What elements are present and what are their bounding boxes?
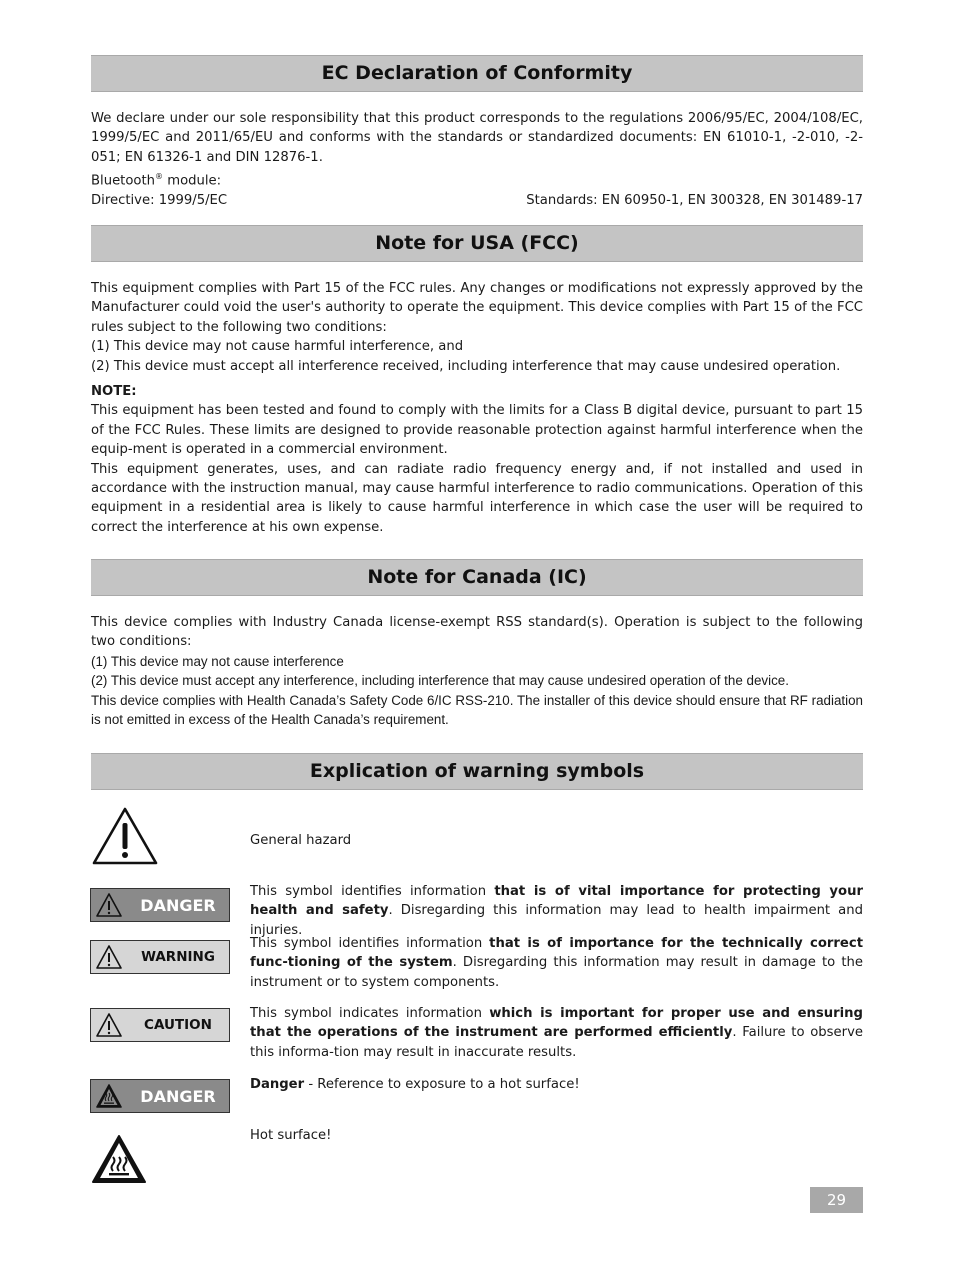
directive-text: Directive: 1999/5/EC	[91, 193, 228, 209]
ic-paragraph: This device complies with Industry Canada license-exempt RSS standard(s). Operation is subject to the following two conditions:	[91, 615, 863, 650]
danger-badge	[90, 888, 230, 922]
danger-label: DANGER	[140, 895, 216, 915]
warning-text	[250, 934, 863, 992]
fcc-note-paragraph-1: This equipment has been tested and found to comply with the limits for a Class B digital device, pursuant to part 15 of the FCC Rules. These limits are designed to provide reasonable protection against harmful interference when the equip-ment is operated in a commercial environment.	[91, 403, 863, 458]
ic-condition-1: (1) This device may not cause interference	[91, 653, 344, 669]
warning-text-pre: This symbol identifies information	[250, 936, 490, 951]
hot-danger-label: DANGER	[140, 1086, 216, 1106]
ic-heading: Note for Canada (IC)	[91, 559, 863, 596]
warning-triangle-icon	[91, 941, 127, 973]
danger-text-post: . Disregarding this information may lead to health impairment and injuries.	[250, 903, 863, 938]
fcc-heading: Note for USA (FCC)	[91, 225, 863, 262]
fcc-condition-2: (2) This device must accept all interference received, including interference that may cause undesired operation.	[91, 358, 841, 374]
bluetooth-prefix: Bluetooth	[91, 173, 156, 189]
hot-surface-large-icon	[91, 1134, 147, 1188]
general-hazard-icon	[91, 806, 159, 870]
fcc-body	[91, 279, 863, 537]
ic-condition-2: (2) This device must accept any interference, including interference that may cause undesired operation of the device.	[91, 673, 789, 689]
bluetooth-suffix: module:	[163, 173, 222, 189]
ic-paragraph-2: This device complies with Health Canada’s Safety Code 6/IC RSS-210. The installer of this device should ensure that RF radiation is not emitted in excess of the Health Canada’s requirement.	[91, 692, 863, 728]
caution-text-bold: which is important for proper use and ensuring that the operations of the instrument are performed efficiently	[250, 1006, 863, 1041]
registered-mark: ®	[155, 172, 164, 182]
fcc-condition-1: (1) This device may not cause harmful interference, and	[91, 339, 464, 355]
caution-text-pre: This symbol indicates information	[250, 1006, 490, 1021]
danger-text	[250, 882, 863, 940]
danger-text-bold: that is of vital importance for protecting your health and safety	[250, 884, 863, 919]
ec-declaration-body	[91, 109, 863, 210]
general-hazard-text: General hazard	[250, 833, 352, 848]
page-number: 29	[810, 1187, 863, 1213]
ic-body	[91, 613, 863, 729]
hot-danger-badge	[90, 1079, 230, 1113]
directive-row	[91, 191, 863, 210]
hot-danger-text	[250, 1075, 863, 1094]
warning-label: WARNING	[141, 949, 215, 965]
bluetooth-line	[91, 167, 863, 191]
warning-triangle-icon	[91, 1009, 127, 1041]
warning-symbols-heading: Explication of warning symbols	[91, 753, 863, 790]
fcc-note-paragraph-2: This equipment generates, uses, and can radiate radio frequency energy and, if not installed and used in accordance with the instruction manual, may cause harmful interference to radio communications. Operation of this equipment in a residential area is likely to cause harmful interference in which case the user will be required to correct the interference at his own expense.	[91, 461, 863, 535]
danger-text-pre: This symbol identifies information	[250, 884, 495, 899]
ec-paragraph: We declare under our sole responsibility that this product corresponds to the regulations 2006/95/EC, 2004/108/EC, 1999/5/EC and 2011/65/EU and conforms with the standards or standardized documents: EN 61010-1, -2-010, -2-051; EN 61326-1 and DIN 12876-1.	[91, 111, 863, 165]
hot-surface-icon	[91, 1080, 127, 1112]
fcc-note-label: NOTE:	[91, 384, 137, 400]
warning-triangle-icon	[91, 889, 127, 921]
hot-danger-text-post: - Reference to exposure to a hot surface!	[304, 1077, 580, 1092]
caution-badge	[90, 1008, 230, 1042]
fcc-paragraph: This equipment complies with Part 15 of the FCC rules. Any changes or modifications not expressly approved by the Manufacturer could void the user's authority to operate the equipment. This device complies with Part 15 of the FCC rules subject to the following two conditions:	[91, 281, 863, 335]
hot-surface-text: Hot surface!	[250, 1128, 332, 1143]
warning-text-post: . Disregarding this information may result in damage to the instrument or to system components.	[250, 955, 863, 990]
hot-danger-text-bold: Danger	[250, 1077, 305, 1092]
warning-badge	[90, 940, 230, 974]
standards-text: Standards: EN 60950-1, EN 300328, EN 301489-17	[526, 193, 863, 209]
caution-text-post: . Failure to observe this informa-tion may result in inaccurate results.	[250, 1025, 863, 1060]
warning-text-bold: that is of importance for the technically correct func-tioning of the system	[250, 936, 863, 971]
caution-text	[250, 1004, 863, 1062]
caution-label: CAUTION	[144, 1017, 212, 1033]
ec-declaration-heading: EC Declaration of Conformity	[91, 55, 863, 92]
